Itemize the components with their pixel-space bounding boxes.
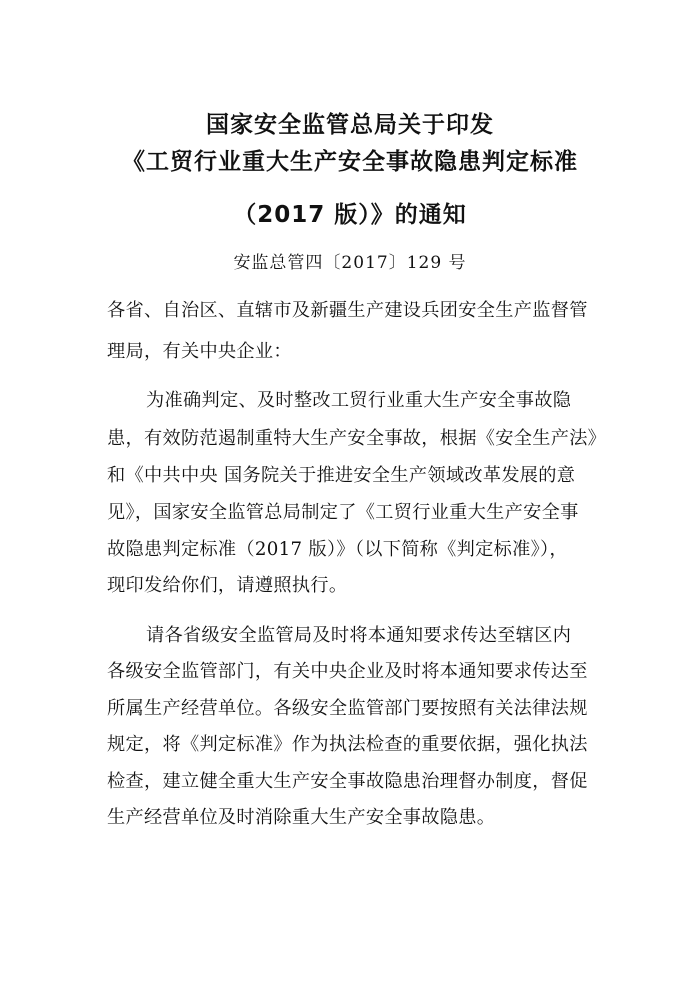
title-line-3: （2017 版）》的通知 <box>233 202 467 228</box>
paragraph-2-line: 请各省级安全监管局及时将本通知要求传达至辖区内 <box>146 625 572 646</box>
title-line-2: 《工贸行业重大生产安全事故隐患判定标准 <box>122 149 578 175</box>
paragraph-2-line: 各级安全监管部门，有关中央企业及时将本通知要求传达至 <box>107 661 588 682</box>
paragraph-1-line: 故隐患判定标准（2017 版）》（以下简称《判定标准》）， <box>107 539 568 560</box>
paragraph-2-line: 生产经营单位及时消除重大生产安全事故隐患。 <box>107 807 496 828</box>
paragraph-2-line: 规定，将《判定标准》作为执法检查的重要依据，强化执法 <box>107 734 588 755</box>
addressee-line: 各省、自治区、直辖市及新疆生产建设兵团安全生产监督管 <box>107 300 588 321</box>
document-number: 安监总管四〔2017〕129 号 <box>233 253 467 273</box>
paragraph-2-line: 所属生产经营单位。各级安全监管部门要按照有关法律法规 <box>107 698 588 719</box>
paragraph-1-line: 现印发给你们，请遵照执行。 <box>107 575 348 596</box>
title-line-1: 国家安全监管总局关于印发 <box>206 112 494 138</box>
paragraph-2-line: 检查，建立健全重大生产安全事故隐患治理督办制度，督促 <box>107 771 588 792</box>
paragraph-1-line: 患，有效防范遏制重特大生产安全事故，根据《安全生产法》 <box>107 428 607 449</box>
paragraph-1-line: 见》，国家安全监管总局制定了《工贸行业重大生产安全事 <box>107 502 579 523</box>
paragraph-1-line: 和《中共中央 国务院关于推进安全生产领域改革发展的意 <box>107 465 576 486</box>
addressee-line: 理局，有关中央企业： <box>107 341 292 362</box>
paragraph-1-line: 为准确判定、及时整改工贸行业重大生产安全事故隐 <box>146 390 572 411</box>
